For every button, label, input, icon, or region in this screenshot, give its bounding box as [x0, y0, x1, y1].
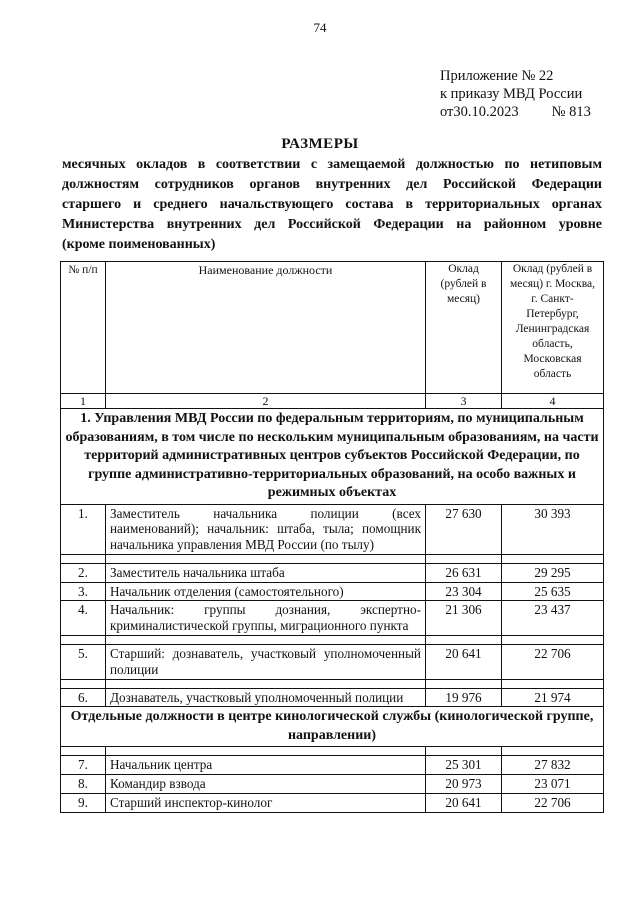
- row-salary: 19 976: [426, 688, 502, 707]
- subtitle-line: месячных окладов в соответствии с замещаемой должностью по нетиповым: [62, 157, 602, 172]
- subtitle-line: (кроме поименованных): [62, 237, 216, 252]
- table-header-row: [61, 262, 604, 394]
- row-salary-city: 21 974: [502, 688, 604, 707]
- document-title: РАЗМЕРЫ: [281, 136, 359, 152]
- row-number: 3.: [61, 582, 106, 601]
- row-salary-city: 25 635: [502, 582, 604, 601]
- appendix-block: [440, 67, 591, 121]
- column-number: 4: [502, 394, 604, 409]
- row-salary: 27 630: [426, 504, 502, 554]
- row-salary: 20 973: [426, 775, 502, 794]
- row-salary: 25 301: [426, 756, 502, 775]
- subtitle-line: Министерства внутренних дел Российской Федерации на районном уровне: [62, 217, 602, 232]
- table-row: [61, 688, 604, 707]
- row-salary-city: 27 832: [502, 756, 604, 775]
- table-row: [61, 601, 604, 636]
- row-salary-city: 23 071: [502, 775, 604, 794]
- document-subtitle: [62, 155, 602, 255]
- header-name: Наименование должности: [106, 262, 426, 394]
- row-number: 7.: [61, 756, 106, 775]
- row-number: 4.: [61, 601, 106, 636]
- row-salary: 26 631: [426, 563, 502, 582]
- row-position: Заместитель начальника штаба: [106, 563, 426, 582]
- subsection-row: [61, 707, 604, 747]
- row-number: 1.: [61, 504, 106, 554]
- table-row: [61, 563, 604, 582]
- header-salary: Оклад (рублей в месяц): [426, 262, 502, 394]
- row-position: Заместитель начальника полиции (всех наименований); начальник: штаба, тыла; помощник начальника управления МВД России (по тылу): [106, 504, 426, 554]
- subsection-heading: Отдельные должности в центре кинологической службы (кинологической группе, направлении): [61, 707, 604, 747]
- row-number: 2.: [61, 563, 106, 582]
- row-salary: 21 306: [426, 601, 502, 636]
- appendix-line2: к приказу МВД России: [440, 86, 583, 102]
- row-number: 5.: [61, 645, 106, 680]
- subtitle-line: должностям сотрудников органов внутренних дел Российской Федерации: [62, 177, 602, 192]
- row-number: 6.: [61, 688, 106, 707]
- row-number: 8.: [61, 775, 106, 794]
- section-heading: 1. Управления МВД России по федеральным территориям, по муниципальным образованиям, в том числе по нескольким муниципальным образованиям, на части территорий административных центров субъектов Российской Федерации, по группе административно-территориальных образований, на особо важных и режимных объектах: [61, 409, 604, 505]
- header-salary-city: Оклад (рублей в месяц) г. Москва, г. Санкт-Петербург, Ленинградская область, Московская область: [502, 262, 604, 394]
- salary-table: [60, 261, 604, 813]
- table-row: [61, 504, 604, 554]
- table-row: [61, 794, 604, 813]
- section-row: [61, 409, 604, 505]
- row-position: Начальник центра: [106, 756, 426, 775]
- row-salary-city: 30 393: [502, 504, 604, 554]
- table-row: [61, 756, 604, 775]
- row-position: Начальник: группы дознания, экспертно-криминалистической группы, миграционного пункта: [106, 601, 426, 636]
- header-num: № п/п: [61, 262, 106, 394]
- row-salary-city: 22 706: [502, 645, 604, 680]
- row-number: 9.: [61, 794, 106, 813]
- row-salary: 20 641: [426, 794, 502, 813]
- column-number: 3: [426, 394, 502, 409]
- row-salary-city: 23 437: [502, 601, 604, 636]
- row-salary: 20 641: [426, 645, 502, 680]
- row-salary-city: 29 295: [502, 563, 604, 582]
- column-number: 2: [106, 394, 426, 409]
- appendix-order-number: № 813: [551, 104, 591, 120]
- row-position: Командир взвода: [106, 775, 426, 794]
- table-row: [61, 645, 604, 680]
- row-position: Старший: дознаватель, участковый уполномоченный полиции: [106, 645, 426, 680]
- table-row: [61, 582, 604, 601]
- row-salary-city: 22 706: [502, 794, 604, 813]
- appendix-line1: Приложение № 22: [440, 68, 554, 84]
- subtitle-line: старшего и среднего начальствующего состава в территориальных органах: [62, 197, 602, 212]
- table-row: [61, 775, 604, 794]
- appendix-date-row: [440, 103, 591, 121]
- row-position: Дознаватель, участковый уполномоченный полиции: [106, 688, 426, 707]
- column-number-row: [61, 394, 604, 409]
- column-number: 1: [61, 394, 106, 409]
- row-salary: 23 304: [426, 582, 502, 601]
- appendix-date: от30.10.2023: [440, 104, 519, 120]
- row-position: Старший инспектор-кинолог: [106, 794, 426, 813]
- row-position: Начальник отделения (самостоятельного): [106, 582, 426, 601]
- page-number: 74: [313, 20, 327, 35]
